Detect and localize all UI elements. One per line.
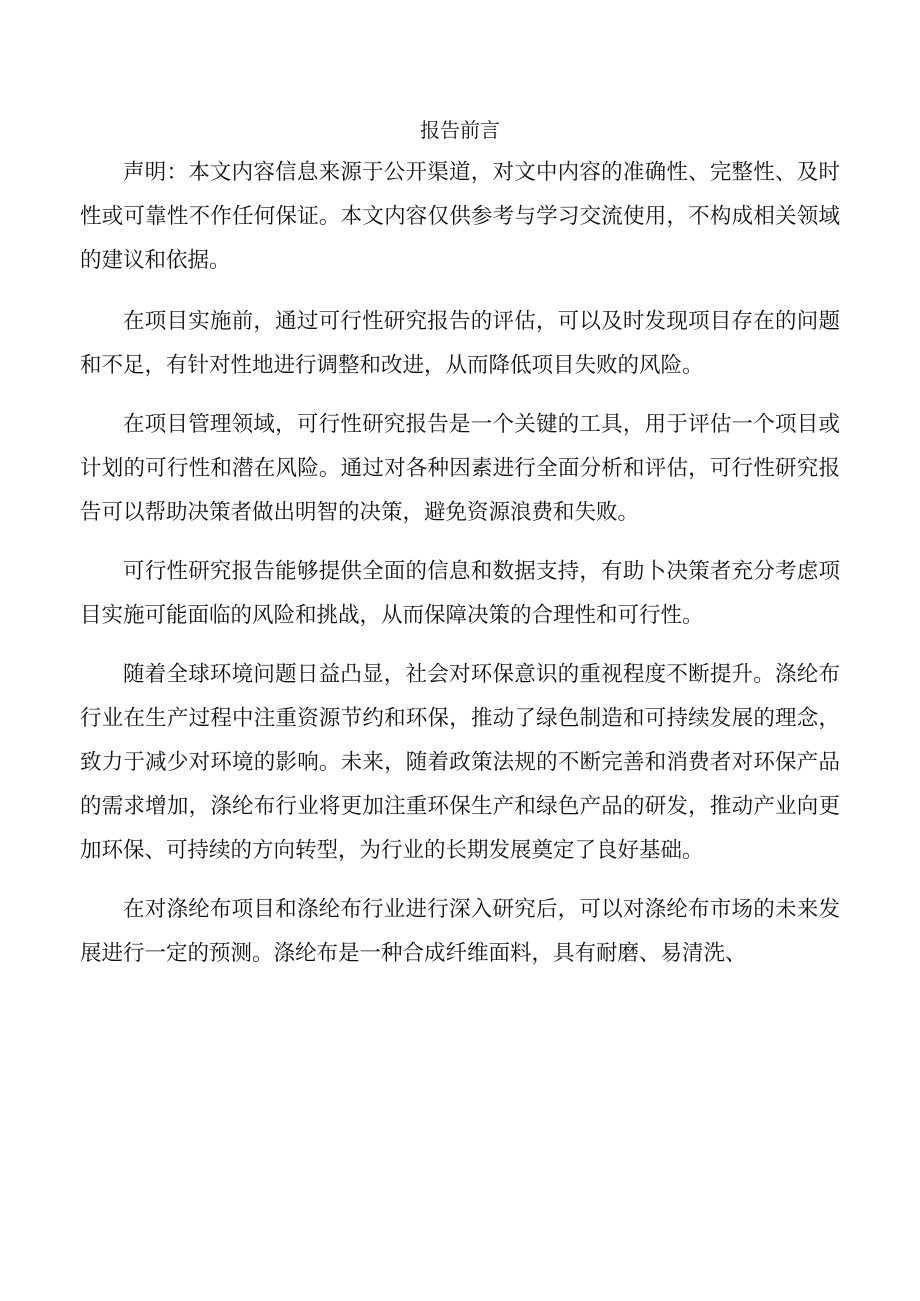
body-paragraph: 在项目管理领域，可行性研究报告是一个关键的工具，用于评估一个项目或计划的可行性和潜在风险。通过对各种因素进行全面分析和评估，可行性研究报告可以帮助决策者做出明智的决策，避免资源浪费和失败。 xyxy=(80,412,840,525)
document-page xyxy=(80,110,840,991)
body-paragraph: 在对涤纶布项目和涤纶布行业进行深入研究后，可以对涤纶布市场的未来发展进行一定的预测。涤纶布是一种合成纤维面料，具有耐磨、易清洗、 xyxy=(80,897,840,966)
body-paragraph: 在项目实施前，通过可行性研究报告的评估，可以及时发现项目存在的问题和不足，有针对性地进行调整和改进，从而降低项目失败的风险。 xyxy=(80,309,840,378)
body-paragraph: 随着全球环境问题日益凸显，社会对环保意识的重视程度不断提升。涤纶布行业在生产过程中注重资源节约和环保，推动了绿色制造和可持续发展的理念，致力于减少对环境的影响。未来，随着政策法规的不断完善和消费者对环保产品的需求增加，涤纶布行业将更加注重环保生产和绿色产品的研发，推动产业向更加环保、可持续的方向转型，为行业的长期发展奠定了良好基础。 xyxy=(80,662,840,863)
document-title: 报告前言 xyxy=(420,118,500,142)
body-paragraph: 可行性研究报告能够提供全面的信息和数据支持，有助卜决策者充分考虑项目实施可能面临的风险和挑战，从而保障决策的合理性和可行性。 xyxy=(80,559,840,628)
disclaimer-paragraph: 声明：本文内容信息来源于公开渠道，对文中内容的准确性、完整性、及时性或可靠性不作任何保证。本文内容仅供参考与学习交流使用，不构成相关领域的建议和依据。 xyxy=(80,160,840,273)
